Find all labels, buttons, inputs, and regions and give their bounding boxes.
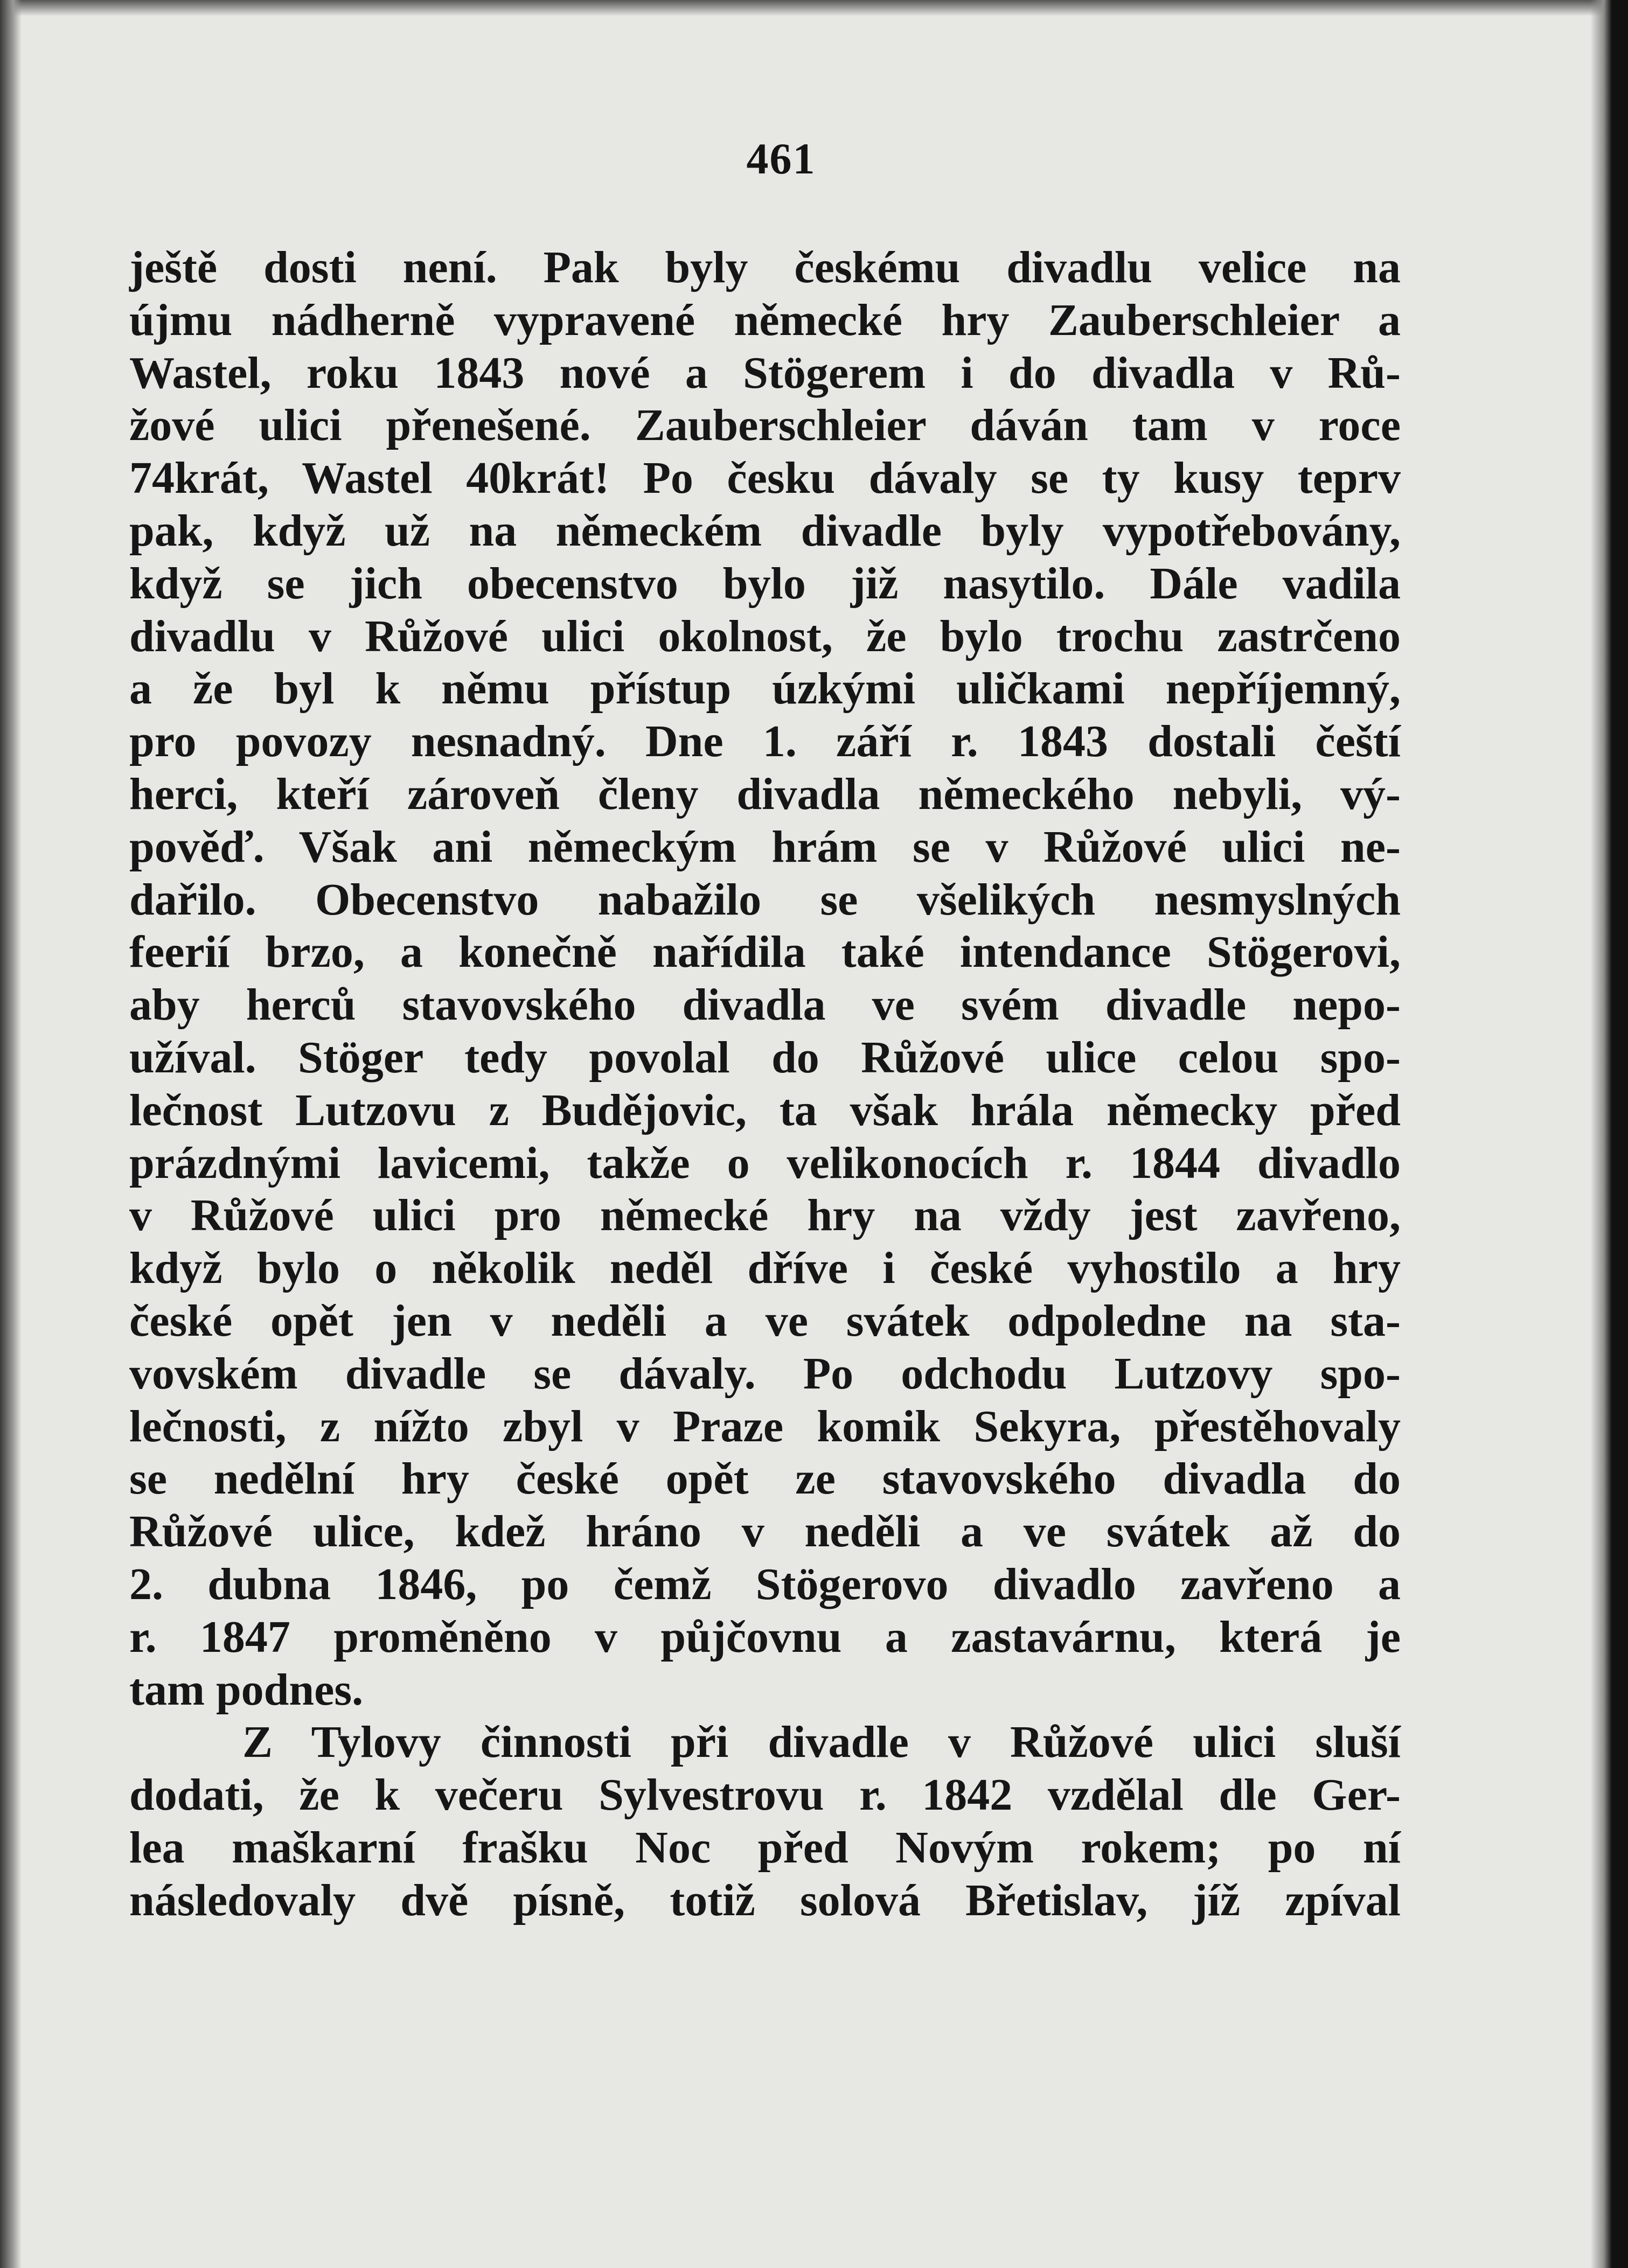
scan-edge-right	[1590, 0, 1628, 2268]
text-line: se nedělní hry české opět ze stavovského divadla do	[129, 1454, 1401, 1504]
text-line: lečnosti, z nížto zbyl v Praze komik Sekyra, přestěhovaly	[129, 1401, 1401, 1451]
scan-edge-left	[0, 0, 22, 2268]
text-line: újmu nádherně vypravené německé hry Zauberschleier a	[129, 295, 1401, 345]
text-line: r. 1847 proměněno v půjčovnu a zastavárnu, která je	[129, 1611, 1401, 1662]
text-line: Wastel, roku 1843 nové a Stögerem i do divadla v Rů-	[129, 347, 1401, 398]
text-line: 74krát, Wastel 40krát! Po česku dávaly se ty kusy teprv	[129, 453, 1401, 504]
text-line: žové ulici přenešené. Zauberschleier dáván tam v roce	[129, 400, 1401, 451]
text-line: vovském divadle se dávaly. Po odchodu Lutzovy spo-	[129, 1348, 1401, 1399]
text-line: dařilo. Obecenstvo nabažilo se všelikých nesmyslných	[129, 874, 1401, 925]
text-line: když bylo o několik neděl dříve i české vyhostilo a hry	[129, 1243, 1401, 1294]
text-line: české opět jen v neděli a ve svátek odpoledne na sta-	[129, 1295, 1401, 1346]
text-line: ještě dosti není. Pak byly českému divadlu velice na	[129, 242, 1401, 292]
text-line: když se jich obecenstvo bylo již nasytilo. Dále vadila	[129, 558, 1401, 609]
text-line: Z Tylovy činnosti při divadle v Růžové ulici sluší	[242, 1717, 1401, 1768]
text-line: pro povozy nesnadný. Dne 1. září r. 1843 dostali čeští	[129, 716, 1401, 767]
text-line: lea maškarní frašku Noc před Novým rokem; po ní	[129, 1822, 1401, 1873]
text-line: prázdnými lavicemi, takže o velikonocích r. 1844 divadlo	[129, 1138, 1401, 1188]
text-line: v Růžové ulici pro německé hry na vždy jest zavřeno,	[129, 1190, 1401, 1241]
text-line: dodati, že k večeru Sylvestrovu r. 1842 vzdělal dle Ger-	[129, 1770, 1401, 1820]
scan-edge-top	[0, 0, 1628, 16]
text-line: následovaly dvě písně, totiž solová Břetislav, jíž zpíval	[129, 1875, 1401, 1925]
text-line: pověď. Však ani německým hrám se v Růžové ulici ne-	[129, 821, 1401, 872]
body-text	[129, 241, 1401, 1927]
text-line: pak, když už na německém divadle byly vypotřebovány,	[129, 505, 1401, 556]
text-line: lečnost Lutzovu z Budějovic, ta však hrála německy před	[129, 1085, 1401, 1135]
text-line: aby herců stavovského divadla ve svém divadle nepo-	[129, 980, 1401, 1030]
text-line: užíval. Stöger tedy povolal do Růžové ulice celou spo-	[129, 1032, 1401, 1083]
text-line: tam podnes.	[129, 1664, 364, 1715]
text-line: feerií brzo, a konečně nařídila také intendance Stögerovi,	[129, 927, 1401, 978]
text-line: 2. dubna 1846, po čemž Stögerovo divadlo zavřeno a	[129, 1559, 1401, 1609]
text-line: herci, kteří zároveň členy divadla německého nebyli, vý-	[129, 769, 1401, 819]
text-line: a že byl k němu přístup úzkými uličkami nepříjemný,	[129, 664, 1401, 714]
page-number: 461	[746, 134, 816, 183]
text-line: Růžové ulice, kdež hráno v neděli a ve svátek až do	[129, 1506, 1401, 1557]
text-line: divadlu v Růžové ulici okolnost, že bylo trochu zastrčeno	[129, 611, 1401, 661]
